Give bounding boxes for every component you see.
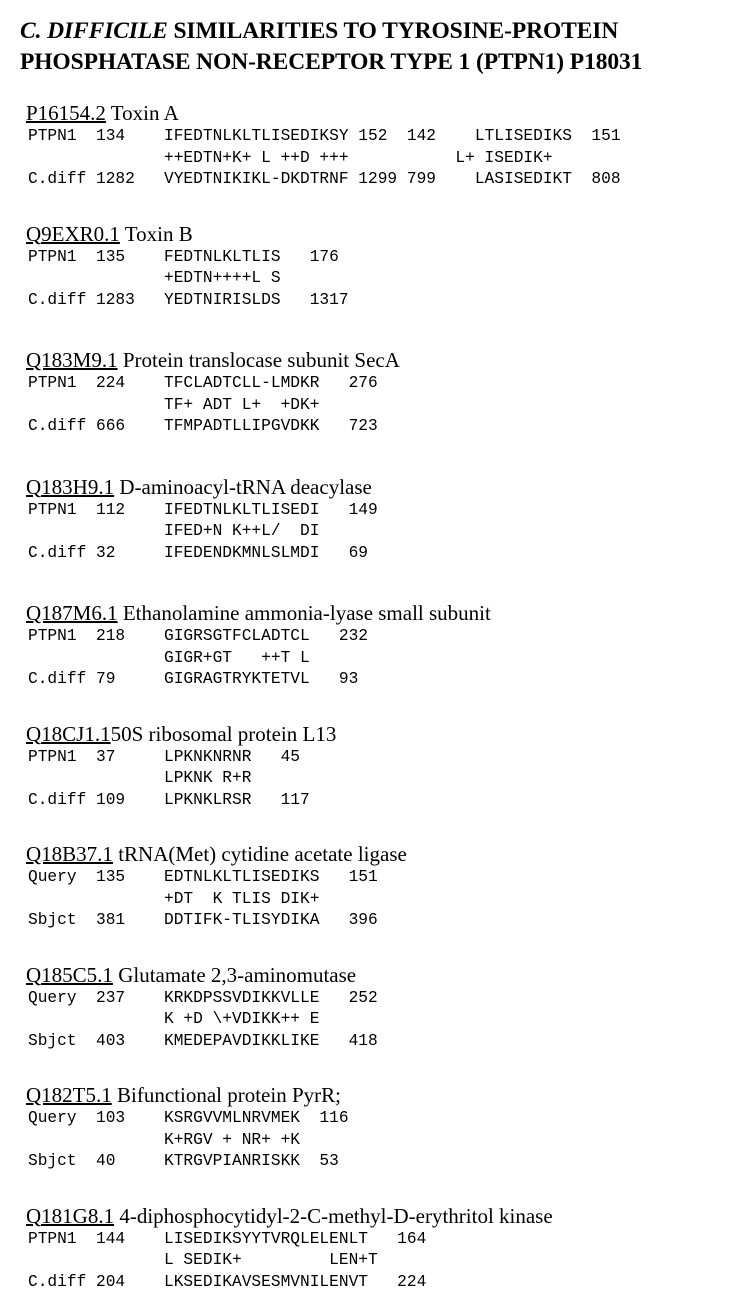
spacer	[16, 811, 736, 841]
alignment-query-line: Query 135 EDTNLKLTLISEDIKS 151	[28, 868, 378, 886]
alignment-subject-line: C.diff 109 LPKNKLRSR 117	[28, 790, 310, 809]
alignment-subject-line: C.diff 204 LKSEDIKAVSESMVNILENVT 224	[28, 1272, 427, 1291]
alignment-subject-line: C.diff 1283 YEDTNIRISLDS 1317	[28, 290, 349, 309]
protein-description: D-aminoacyl-tRNA deacylase	[114, 474, 372, 499]
spacer	[16, 311, 736, 347]
protein-description: Ethanolamine ammonia-lyase small subunit	[117, 601, 491, 625]
section-q187m6	[16, 600, 736, 691]
alignment-block	[16, 500, 736, 565]
protein-description: 4-diphosphocytidyl-2-C-methyl-D-erythritol kinase	[114, 1203, 553, 1228]
alignment-subject-line: C.diff 1282 VYEDTNIKIKL-DKDTRNF 1299 799 LASISEDIKT 808	[28, 170, 621, 188]
accession-link[interactable]: Q18B37.1	[26, 842, 113, 866]
alignment-subject-line: C.diff 79 GIGRAGTRYKTETVL 93	[28, 670, 359, 688]
alignment-query-line: PTPN1 112 IFEDTNLKLTLISEDI 149	[28, 500, 378, 519]
accession-link[interactable]: P16154.2	[26, 101, 106, 125]
section-heading	[16, 221, 736, 247]
protein-description: Toxin B	[119, 221, 193, 246]
spacer	[16, 691, 736, 721]
protein-description: tRNA(Met) cytidine acetate ligase	[112, 842, 407, 866]
section-q183m9	[16, 347, 736, 438]
spacer	[16, 191, 736, 221]
alignment-midline: IFED+N K++L/ DI	[28, 522, 320, 540]
section-heading	[16, 841, 736, 867]
alignment-midline: +EDTN++++L S	[28, 269, 281, 287]
accession-link[interactable]: Q183M9.1	[26, 348, 118, 372]
section-p16154	[16, 100, 736, 191]
alignment-midline: ++EDTN+K+ L ++D +++ L+ ISEDIK+	[28, 148, 553, 167]
accession-link[interactable]: Q183H9.1	[26, 474, 115, 499]
accession-link[interactable]: Q185C5.1	[26, 962, 113, 987]
alignment-midline: GIGR+GT ++T L	[28, 648, 310, 667]
alignment-block	[16, 988, 736, 1053]
alignment-query-line: PTPN1 37 LPKNKNRNR 45	[28, 747, 300, 766]
alignment-block	[16, 747, 736, 812]
protein-description: Toxin A	[105, 101, 179, 125]
section-heading	[16, 600, 736, 626]
section-heading	[16, 100, 736, 126]
alignment-block	[16, 626, 736, 691]
alignment-subject-line: Sbjct 403 KMEDEPAVDIKKLIKE 418	[28, 1031, 378, 1050]
section-heading	[16, 474, 736, 500]
spacer	[16, 1052, 736, 1082]
section-q18b37	[16, 841, 736, 932]
alignment-block	[16, 867, 736, 932]
alignment-midline: L SEDIK+ LEN+T	[28, 1251, 378, 1269]
section-heading	[16, 721, 736, 747]
alignment-query-line: Query 103 KSRGVVMLNRVMEK 116	[28, 1109, 349, 1127]
alignment-block	[16, 1108, 736, 1173]
protein-description: Protein translocase subunit SecA	[117, 348, 400, 372]
alignment-query-line: Query 237 KRKDPSSVDIKKVLLE 252	[28, 988, 378, 1007]
protein-description: Glutamate 2,3-aminomutase	[112, 962, 357, 987]
spacer	[16, 1173, 736, 1203]
section-q182t5	[16, 1082, 736, 1173]
section-q9exr0	[16, 221, 736, 312]
accession-link[interactable]: Q18CJ1.1	[26, 721, 111, 746]
alignment-query-line: PTPN1 144 LISEDIKSYYTVRQLELENLT 164	[28, 1229, 427, 1248]
section-heading	[16, 347, 736, 373]
section-heading	[16, 1203, 736, 1229]
alignment-block	[16, 126, 736, 191]
alignment-midline: K+RGV + NR+ +K	[28, 1130, 300, 1149]
section-q183h9	[16, 474, 736, 565]
spacer	[16, 78, 736, 100]
section-q181g8	[16, 1203, 736, 1294]
accession-link[interactable]: Q182T5.1	[26, 1083, 112, 1107]
alignment-midline: TF+ ADT L+ +DK+	[28, 395, 320, 414]
accession-link[interactable]: Q187M6.1	[26, 601, 118, 625]
section-q18cj1	[16, 721, 736, 812]
alignment-subject-line: C.diff 666 TFMPADTLLIPGVDKK 723	[28, 417, 378, 435]
section-heading	[16, 962, 736, 988]
section-heading	[16, 1082, 736, 1108]
protein-description: 50S ribosomal protein L13	[110, 721, 337, 746]
alignment-block	[16, 1229, 736, 1294]
alignment-query-line: PTPN1 135 FEDTNLKLTLIS 176	[28, 247, 339, 266]
alignment-midline: K +D \+VDIKK++ E	[28, 1010, 320, 1028]
accession-link[interactable]: Q9EXR0.1	[26, 221, 120, 246]
protein-description: Bifunctional protein PyrR;	[111, 1083, 341, 1107]
alignment-block	[16, 373, 736, 438]
spacer	[16, 564, 736, 600]
alignment-query-line: PTPN1 224 TFCLADTCLL-LMDKR 276	[28, 374, 378, 392]
alignment-subject-line: C.diff 32 IFEDENDKMNLSLMDI 69	[28, 543, 368, 562]
alignment-midline: +DT K TLIS DIK+	[28, 889, 320, 908]
alignment-subject-line: Sbjct 381 DDTIFK-TLISYDIKA 396	[28, 911, 378, 929]
alignment-block	[16, 247, 736, 312]
accession-link[interactable]: Q181G8.1	[26, 1203, 115, 1228]
spacer	[16, 932, 736, 962]
spacer	[16, 438, 736, 474]
section-q185c5	[16, 962, 736, 1053]
page-title-rest: SIMILARITIES TO TYROSINE-PROTEIN PHOSPHATASE NON-RECEPTOR TYPE 1 (PTPN1) P18031	[20, 18, 643, 75]
alignment-query-line: PTPN1 218 GIGRSGTFCLADTCL 232	[28, 627, 368, 645]
alignment-subject-line: Sbjct 40 KTRGVPIANRISKK 53	[28, 1152, 339, 1170]
species-name: C. DIFFICILE	[20, 18, 168, 44]
alignment-query-line: PTPN1 134 IFEDTNLKLTLISEDIKSY 152 142 LTLISEDIKS 151	[28, 127, 621, 145]
page-title	[16, 16, 736, 78]
alignment-midline: LPKNK R+R	[28, 769, 252, 787]
